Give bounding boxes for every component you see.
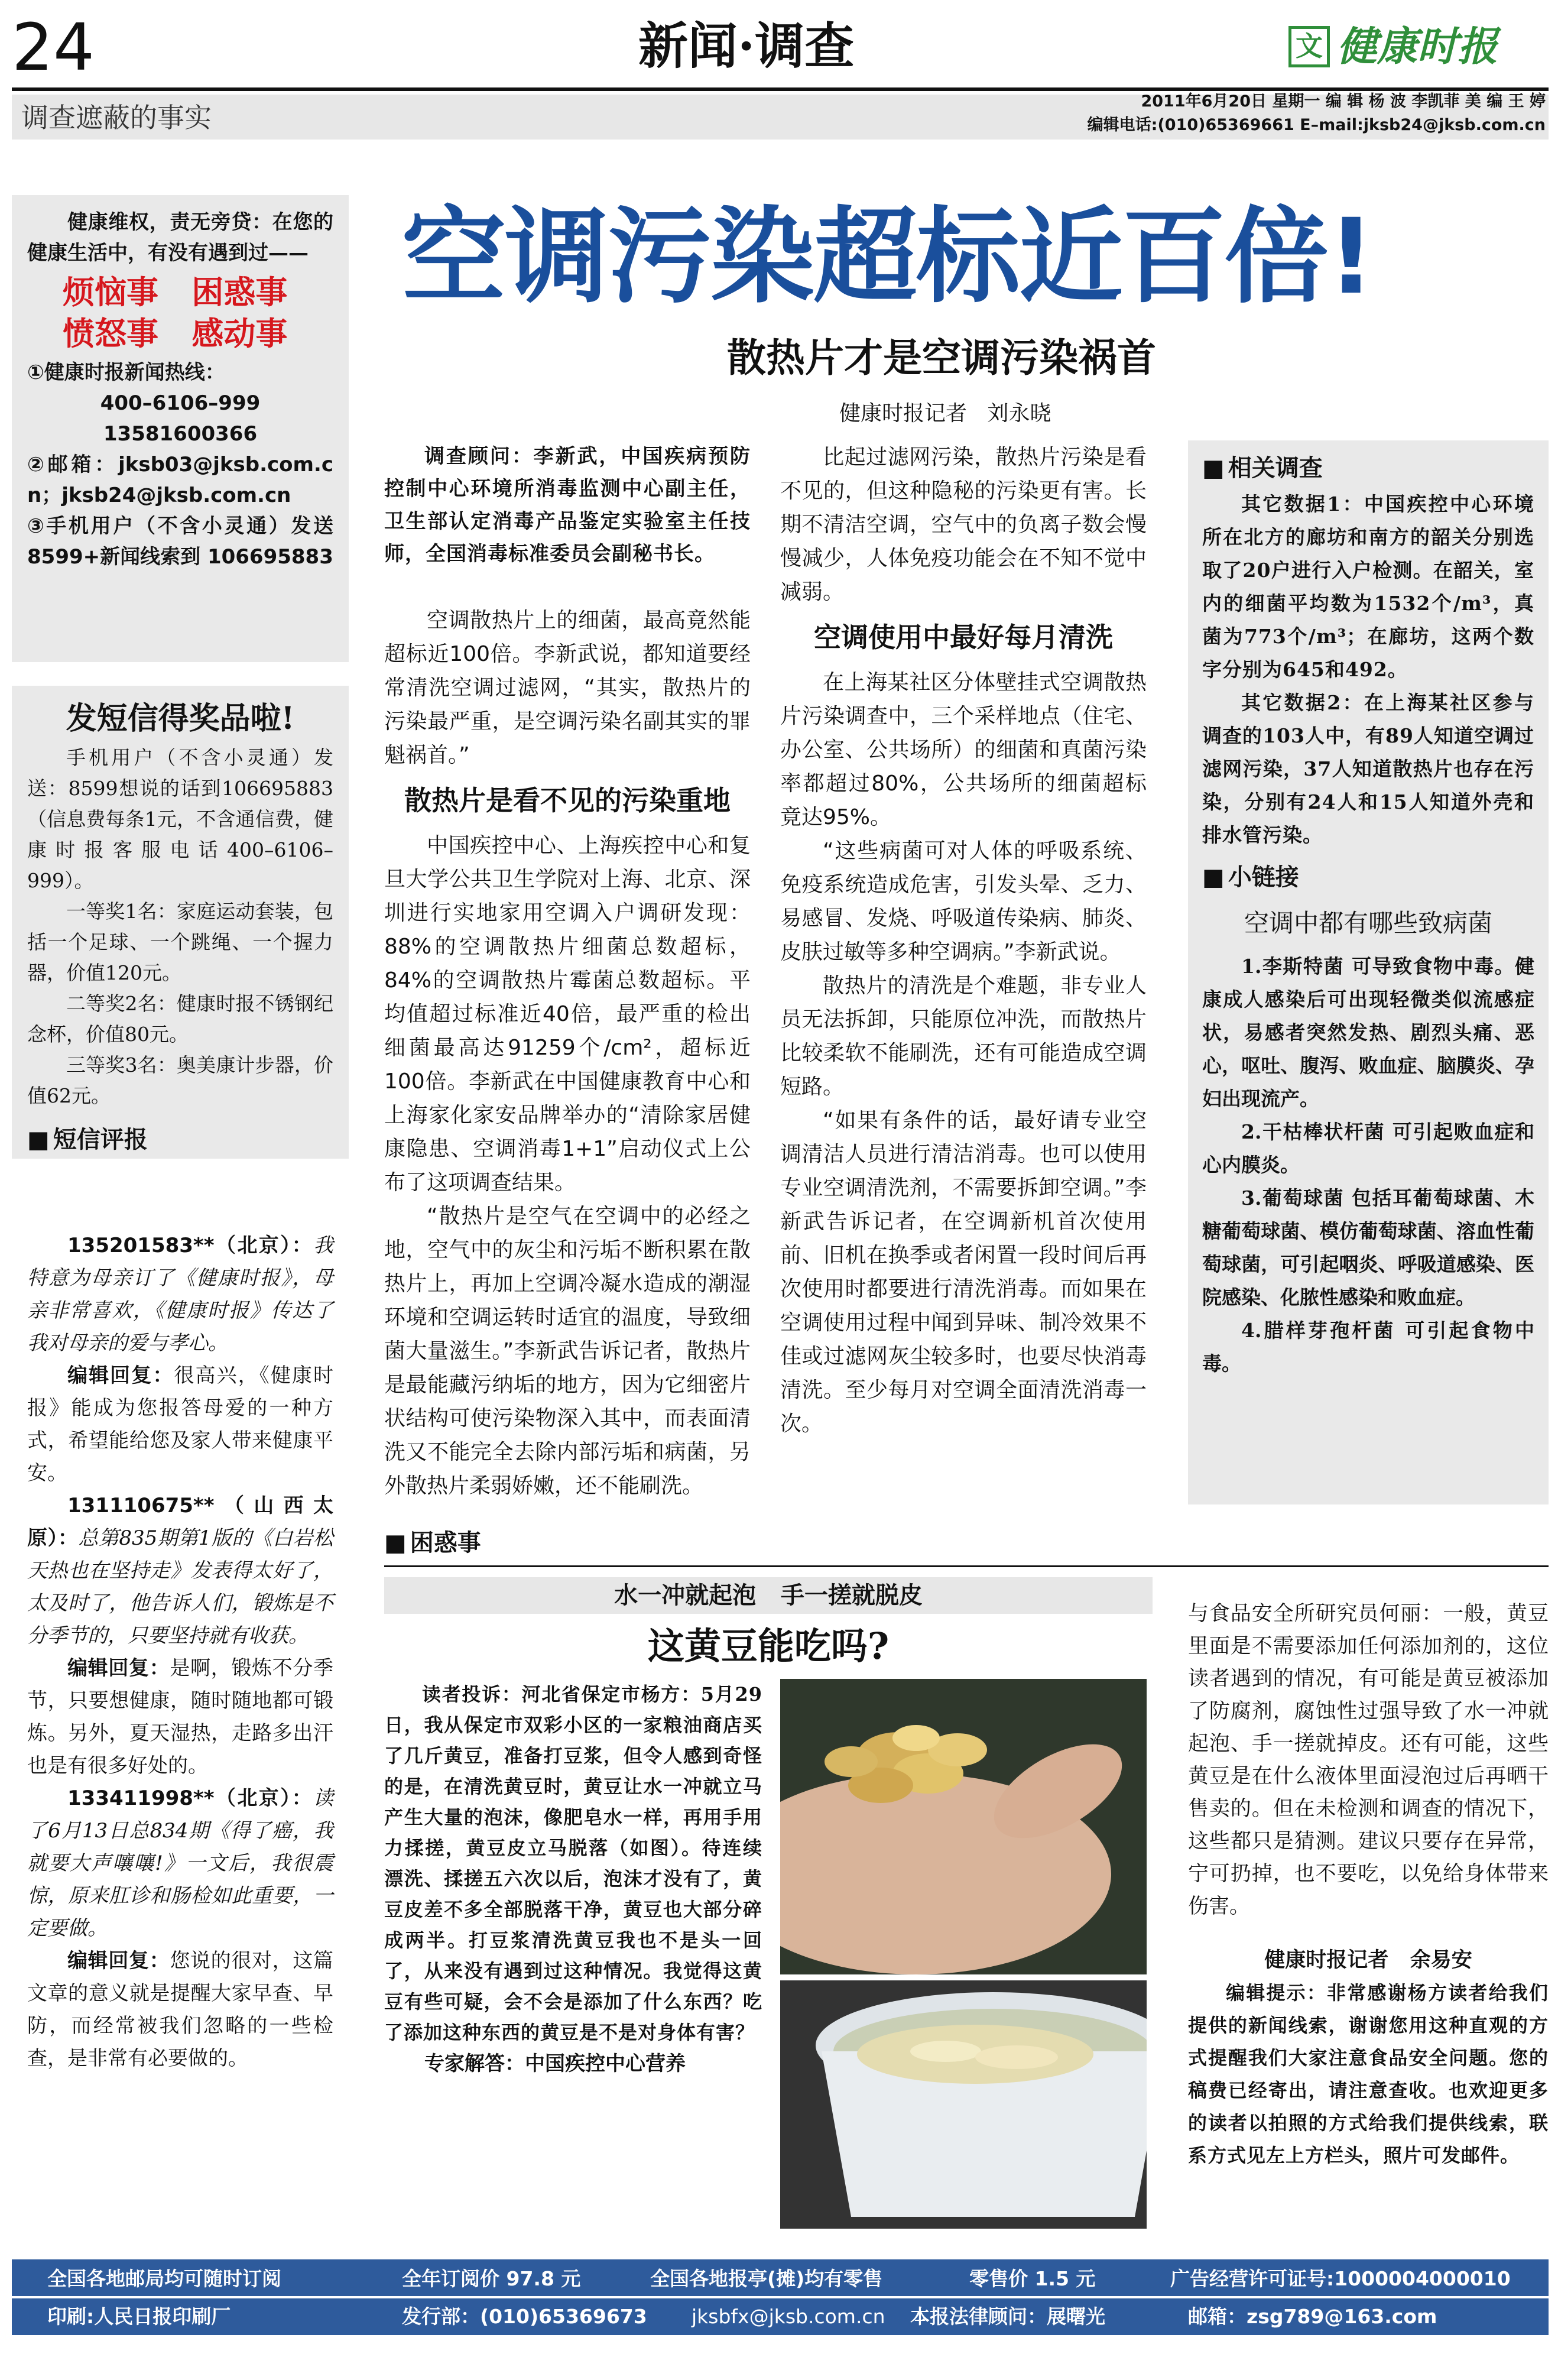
comment-author: 编辑回复：: [67, 1364, 174, 1387]
footer-row-1: [47, 2262, 1549, 2296]
footer-price-year: 全年订阅价 97.8 元: [402, 2267, 581, 2290]
footer-ad-license: 广告经营许可证号:1000004000010: [1170, 2267, 1511, 2290]
para-4: 比起过滤网污染，散热片污染是看不见的，但这种隐秘的污染更有害。长期不清洁空调，空气中的负离子数会慢慢减少，人体免疫功能会在不知不觉中减弱。: [780, 445, 1147, 604]
footer-printer: 印刷:人民日报印刷厂: [47, 2305, 231, 2328]
comment-text: 总第835期第1版的《白岩松天热也在坚持走》发表得太好了，太及时了，他告诉人们，锻炼是不分季节的，只要坚持就有收获。: [27, 1526, 333, 1648]
hotline-phone-1[interactable]: 400–6106–999: [100, 391, 261, 415]
page-number: 24: [12, 9, 95, 85]
footer-subscribe: 全国各地邮局均可随时订阅: [47, 2267, 281, 2290]
para-6: “这些病菌可对人体的呼吸系统、免疫系统造成危害，引发头晕、乏力、易感冒、发烧、呼吸道传染病、肺炎、皮肤过敏等多种空调病。”李新武说。: [780, 839, 1147, 964]
related-panel: [1188, 440, 1549, 1504]
logo: [1288, 24, 1549, 71]
prize-2: 二等奖2名：健康时报不锈钢纪念杯，价值80元。: [27, 992, 333, 1046]
comments-tag: ■ 短信评报: [27, 1122, 333, 1157]
red-words-1: 烦恼事 困惑事: [63, 274, 288, 311]
para-2: 中国疾控中心、上海疾控中心和复旦大学公共卫生学院对上海、北京、深圳进行实地家用空调入户调研发现：88%的空调散热片细菌总数超标，84%的空调散热片霉菌总数超标。平均值超过标准近40倍，最严重的检出细菌最高达91259个/cm²，超标近100倍。李新武在中国健康教育中心和上海家化家安品牌举办的“清除家居健康隐患、空调消毒1+1”启动仪式上公布了这项调查结果。: [384, 834, 751, 1195]
consultant-note: 调查顾问：李新武，中国疾病预防控制中心环境所消毒监测中心副主任，卫生部认定消毒产品鉴定实验室主任技师，全国消毒标准委员会副秘书长。: [384, 445, 751, 566]
hotline-phone-2[interactable]: 13581600366: [103, 422, 258, 446]
contact-email[interactable]: ②邮箱：jksb03@jksb.com.cn；jksb24@jksb.com.cn: [27, 453, 333, 507]
para-7: 散热片的清洗是个难题，非专业人员无法拆卸，只能原位冲洗，而散热片比较柔软不能刷洗，还有可能造成空调短路。: [780, 974, 1147, 1099]
main-byline: 健康时报记者 刘永晓: [839, 401, 1051, 426]
footer-row-2: [47, 2300, 1549, 2334]
sidebar-intro: 健康维权，责无旁贷：在您的健康生活中，有没有遇到过——: [27, 210, 333, 265]
bucket-photo: [780, 1980, 1147, 2229]
link-title: 空调中都有哪些致病菌: [1244, 909, 1492, 938]
main-column-2: [780, 440, 1147, 1504]
footer-distribution: 发行部：(010)65369673: [402, 2305, 647, 2328]
phone-line: 编辑电话:(010)65369661 E–mail:jksb24@jksb.com.cn: [1087, 116, 1546, 134]
contact-sms: ③手机用户（不含小灵通）发送 8599+新闻线索到 106695883: [27, 514, 333, 569]
prize-3: 三等奖3名：奥美康计步器，价值62元。: [27, 1053, 333, 1107]
bucket-photo-illustration: [780, 1980, 1147, 2229]
sms-comments: [12, 1230, 349, 2070]
bean-editor-note: 编辑提示：非常感谢杨方读者给我们提供的新闻线索，谢谢您用这种直观的方式提醒我们大家注意食品安全问题。您的稿费已经寄出，请注意查收。也欢迎更多的读者以拍照的方式给我们提供线索，联系方式见左上方栏头，照片可发邮件。: [1188, 1982, 1549, 2167]
confusion-rule: [384, 1565, 1549, 1567]
pathogen-item-3: 3.葡萄球菌 包括耳葡萄球菌、木糖葡萄球菌、模仿葡萄球菌、溶血性葡萄球菌，可引起咽炎、呼吸道感染、医院感染、化脓性感染和败血症。: [1202, 1186, 1534, 1309]
para-1: 空调散热片上的细菌，最高竟然能超标近100倍。李新武说，都知道要经常清洗空调过滤网，“其实，散热片的污染最严重，是空调污染名副其实的罪魁祸首。”: [384, 608, 751, 767]
comment-item: [27, 1490, 333, 1652]
bean-expert-answer: 与食品安全所研究员何丽：一般，黄豆里面是不需要添加任何添加剂的，这位读者遇到的情况，有可能是黄豆被添加了防腐剂，腐蚀性过强导致了水一冲就起泡、手一搓就掉皮。还有可能，这些黄豆是在什么液体里面浸泡过后再晒干售卖的。但在未检测和调查的情况下，这些都只是猜测。建议只要存在异常，宁可扔掉，也不要吃，以免给身体带来伤害。: [1188, 1602, 1549, 1918]
comment-item: [27, 1782, 333, 1945]
confusion-tag: ■ 困惑事: [384, 1525, 481, 1561]
comment-author: 编辑回复：: [67, 1656, 170, 1680]
contact-hotline-label: ①健康时报新闻热线：: [27, 361, 225, 384]
soybean-photo-illustration: [780, 1679, 1147, 1974]
comment-item: [27, 1945, 333, 2075]
comment-author: 131110675**（山西太原）：: [27, 1494, 333, 1550]
comment-item: [27, 1230, 333, 1360]
para-5: 在上海某社区分体壁挂式空调散热片污染调查中，三个采样地点（住宅、办公室、公共场所）的细菌和真菌污染率都超过80%，公共场所的细菌超标竟达95%。: [780, 670, 1147, 829]
footer-legal: 本报法律顾问：展曙光: [910, 2305, 1105, 2328]
related-data-1: 其它数据1：中国疾控中心环境所在北方的廊坊和南方的韶关分别选取了20户进行入户检测。在韶关，室内的细菌平均数为1532个/m³，真菌为773个/m³；在廊坊，这两个数字分别为645和492。: [1202, 492, 1534, 681]
soybean-photo: [780, 1679, 1147, 1974]
bean-answer-column: [1188, 1577, 1549, 2167]
comment-text: 您说的很对，这篇文章的意义就是提醒大家早查、早防，而经常被我们忽略的一些检查，是非常有必要做的。: [27, 1949, 334, 2070]
footer-divider: [12, 2296, 1549, 2298]
footer-email[interactable]: 邮箱：zsg789@163.com: [1188, 2305, 1437, 2328]
comment-text: 读了6月13日总834期《得了癌，我就要大声嚷嚷!》一文后，我很震惊，原来肛诊和肠检如此重要，一定要做。: [27, 1786, 333, 1940]
para-8: “如果有条件的话，最好请专业空调清洁人员进行清洁消毒。也可以使用专业空调清洗剂，不需要拆卸空调。”李新武告诉记者，在空调新机首次使用前、旧机在换季或者闲置一段时间后再次使用时都要进行清洗消毒。而如果在空调使用过程中闻到异味、制冷效果不佳或过滤网灰尘较多时，也要尽快消毒清洗。至少每月对空调全面清洗消毒一次。: [780, 1108, 1147, 1436]
sidebar-contact-box: [12, 195, 349, 662]
prize-1: 一等奖1名：家庭运动套装，包括一个足球、一个跳绳、一个握力器，价值120元。: [27, 900, 333, 984]
main-headline: 空调污染超标近百倍!: [402, 196, 1374, 317]
sms-title: 发短信得奖品啦!: [66, 701, 295, 737]
column-name: 调查遮蔽的事实: [21, 102, 212, 134]
bean-complaint-column: [384, 1679, 762, 2076]
comment-text: 我特意为母亲订了《健康时报》，母亲非常喜欢，《健康时报》传达了我对母亲的爱与孝心。: [27, 1234, 333, 1355]
para-3: “散热片是空气在空调中的必经之地，空气中的灰尘和污垢不断积累在散热片上，再加上空调冷凝水造成的潮湿环境和空调运转时适宜的温度，导致细菌大量滋生。”李新武告诉记者，散热片是最能藏污纳垢的地方，因为它细密片状结构可使污染物深入其中，而表面清洗又不能完全去除内部污垢和病菌，另外散热片柔弱娇嫩，还不能刷洗。: [384, 1204, 751, 1498]
bean-expert-lead: 专家解答：中国疾控中心营养: [424, 2052, 686, 2076]
logo-text: 健康时报: [1337, 24, 1498, 70]
main-column-1: [384, 440, 751, 1504]
logo-icon: 文: [1288, 26, 1330, 67]
bean-headline: 这黄豆能吃吗?: [647, 1625, 890, 1668]
date-line: 2011年6月20日 星期一 编 辑 杨 波 李凯菲 美 编 王 婷: [1141, 92, 1546, 111]
main-subheadline: 散热片才是空调污染祸首: [727, 335, 1156, 381]
link-tag: ■ 小链接: [1202, 858, 1534, 897]
comment-item: [27, 1360, 333, 1490]
comment-text: 是啊，锻炼不分季节，只要想健康，随时随地都可锻炼。另外，夏天湿热，走路多出汗也是有很多好处的。: [27, 1656, 334, 1778]
red-words-2: 愤怒事 感动事: [63, 315, 288, 352]
footer-price-retail: 零售价 1.5 元: [969, 2267, 1096, 2290]
footer-retail: 全国各地报亭(摊)均有零售: [650, 2267, 883, 2290]
related-tag: ■ 相关调查: [1202, 449, 1534, 488]
footer-distribution-email[interactable]: jksbfx@jksb.com.cn: [692, 2305, 885, 2328]
related-data-2: 其它数据2：在上海某社区参与调查的103人中，有89人知道空调过滤网污染，37人知道散热片也存在污染，分别有24人和15人知道外壳和排水管污染。: [1202, 691, 1534, 847]
comment-author: 135201583**（北京）：: [67, 1234, 313, 1257]
comment-author: 编辑回复：: [67, 1949, 170, 1973]
bean-kicker: 水一冲就起泡 手一搓就脱皮: [384, 1577, 1153, 1614]
bean-reporter: 健康时报记者 余易安: [1264, 1948, 1472, 1972]
section-title: 新闻·调查: [638, 17, 855, 75]
comment-item: [27, 1652, 333, 1782]
pathogen-item-4: 4.腊样芽孢杆菌 可引起食物中毒。: [1202, 1319, 1534, 1375]
pathogen-item-1: 1.李斯特菌 可导致食物中毒。健康成人感染后可出现轻微类似流感症状，易感者突然发热、剧烈头痛、恶心，呕吐、腹泻、败血症、脑膜炎、孕妇出现流产。: [1202, 955, 1534, 1110]
subhead-1: 散热片是看不见的污染重地: [404, 784, 731, 816]
bean-complaint: 读者投诉：河北省保定市杨方：5月29日，我从保定市双彩小区的一家粮油商店买了几斤黄豆，准备打豆浆，但令人感到奇怪的是，在清洗黄豆时，黄豆让水一冲就立马产生大量的泡沫，像肥皂水一样，再用手用力揉搓，黄豆皮立马脱落（如图）。待连续漂洗、揉搓五六次以后，泡沫才没有了，黄豆皮差不多全部脱落干净，黄豆也大部分碎成两半。打豆浆清洗黄豆我也不是头一回了，从来没有遇到过这种情况。我觉得这黄豆有些可疑，会不会是添加了什么东西？吃了添加这种东西的黄豆是不是对身体有害？: [384, 1683, 762, 2044]
subhead-2: 空调使用中最好每月清洗: [814, 621, 1113, 653]
sms-body: 手机用户（不含小灵通）发送：8599想说的话到106695883（信息费每条1元，不含通信费，健康时报客服电话400–6106–999）。: [27, 746, 333, 892]
comment-author: 133411998**（北京）：: [67, 1786, 313, 1810]
comment-text: 很高兴，《健康时报》能成为您报答母爱的一种方式，希望能给您及家人带来健康平安。: [27, 1364, 334, 1485]
sms-prize-box: [12, 686, 349, 1159]
pathogen-item-2: 2.干枯棒状杆菌 可引起败血症和心内膜炎。: [1202, 1120, 1534, 1176]
